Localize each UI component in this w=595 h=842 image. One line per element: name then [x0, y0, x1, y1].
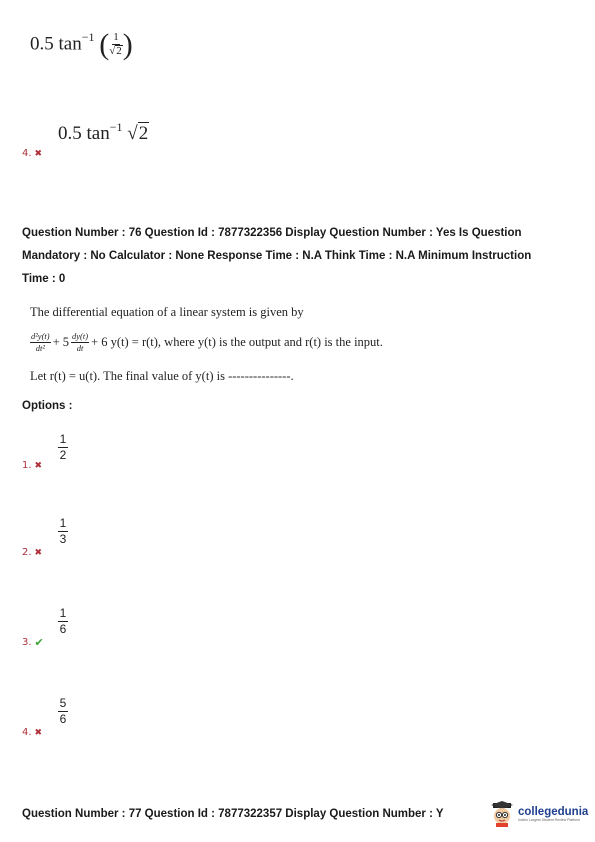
question-equation: $\frac{\text{d²y(t)}}{\text{dt²}}$ + 5 $\frac{dy(t)}{dt}$ + 6 y(t) = r(t), where y(t) is the output and r(t) is the input.	[31, 331, 383, 353]
logo-brand: collegedunia	[518, 806, 589, 818]
wrong-mark-icon: ✖	[34, 148, 43, 159]
next-question-meta: Question Number : 77 Question Id : 7877322357 Display Question Number : Y	[22, 808, 444, 820]
dy-fraction: $\frac{dy(t)}{dt}$	[72, 331, 89, 353]
meta-line-1: Question Number : 76 Question Id : 7877322356 Display Question Number : Yes Is Question	[22, 227, 522, 239]
prev-option-3-expression: 0.5 $\tan^{-1}$ ( 1 √ 2 )	[30, 28, 133, 61]
wrong-mark-icon: ✖	[34, 460, 43, 471]
question-meta	[22, 222, 531, 291]
d2y-fraction: $\frac{\text{d²y(t)}}{\text{dt²}}$	[31, 331, 50, 353]
wrong-mark-icon: ✖	[34, 547, 43, 558]
option-3-fraction: $\frac{1}{6}$	[59, 606, 67, 637]
mascot-icon	[490, 801, 514, 827]
prev-option-4-expression: 0.5 $\tan^{-1}$ √ 2	[58, 120, 149, 144]
option-1-number: 1. ✖	[22, 460, 43, 471]
option-4-fraction: $\frac{5}{6}$	[59, 696, 67, 727]
question-text-1: The differential equation of a linear system is given by	[30, 305, 304, 319]
collegedunia-logo	[490, 801, 588, 827]
option-4-number: 4. ✖	[22, 727, 43, 738]
wrong-mark-icon: ✖	[34, 727, 43, 738]
meta-line-2: Mandatory : No Calculator : None Response Time : N.A Think Time : N.A Minimum Instruction	[22, 250, 532, 262]
option-2-number: 2. ✖	[22, 547, 43, 558]
prev-option-4-number: 4. ✖	[22, 148, 43, 159]
option-3-number: 3. ✔	[22, 636, 44, 649]
option-1-fraction: $\frac{1}{2}$	[59, 432, 67, 463]
question-text-3: Let r(t) = u(t). The final value of y(t) is ---------------.	[30, 369, 294, 383]
meta-line-3: Time : 0	[22, 273, 66, 285]
logo-tagline: India's Largest Student Review Platform	[518, 818, 581, 822]
options-label: Options :	[22, 400, 73, 412]
correct-check-icon: ✔	[34, 636, 44, 649]
option-2-fraction: $\frac{1}{3}$	[59, 516, 67, 547]
